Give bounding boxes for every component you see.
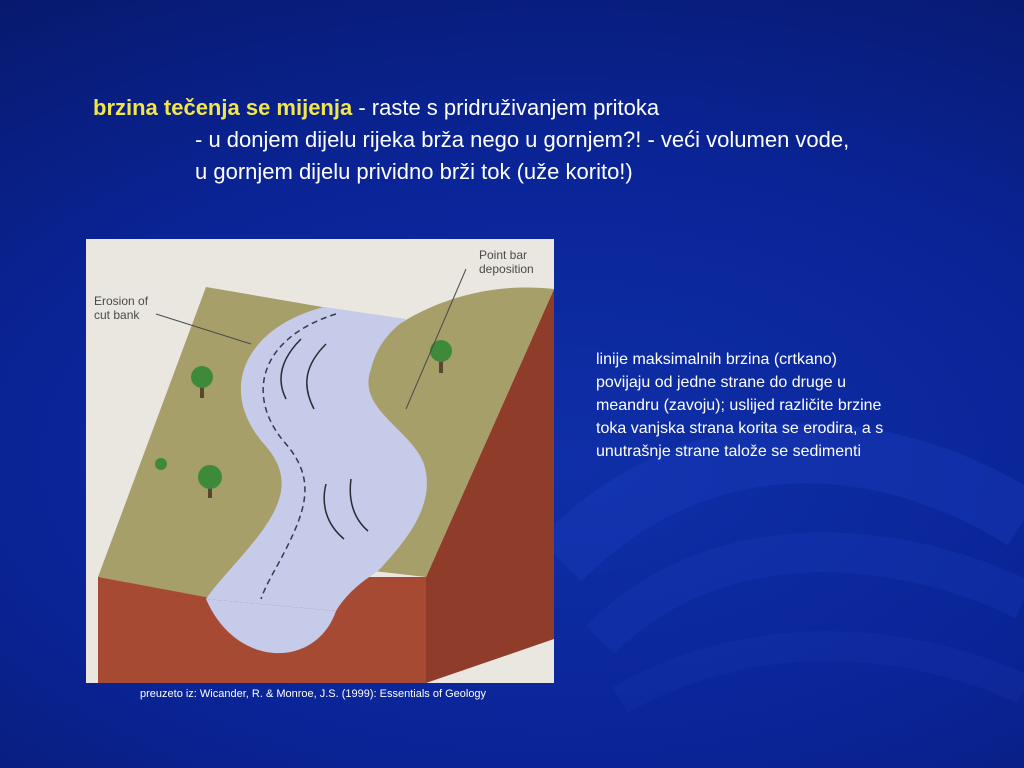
label-deposition: deposition bbox=[479, 262, 534, 276]
heading-subline-1: - u donjem dijelu rijeka brža nego u gornjem?! - veći volumen vode, bbox=[195, 127, 850, 152]
heading-subline-2: u gornjem dijelu prividno brži tok (uže korito!) bbox=[195, 159, 633, 184]
description-line: linije maksimalnih brzina (crtkano) bbox=[596, 351, 837, 368]
slide-heading bbox=[93, 95, 659, 121]
label-point-bar: Point bar bbox=[479, 248, 528, 262]
heading-rest: - raste s pridruživanjem pritoka bbox=[352, 95, 660, 120]
tree-icon bbox=[155, 458, 167, 470]
meander-illustration bbox=[86, 239, 554, 683]
description-line: povijaju od jedne strane do druge u bbox=[596, 374, 846, 391]
label-erosion: Erosion of bbox=[94, 294, 149, 308]
label-cut-bank: cut bank bbox=[94, 308, 140, 322]
description-text bbox=[596, 348, 966, 463]
figure-caption: preuzeto iz: Wicander, R. & Monroe, J.S. (1999): Essentials of Geology bbox=[140, 688, 487, 700]
description-line: meandru (zavoju); uslijed različite brzine bbox=[596, 397, 882, 414]
heading-highlight: brzina tečenja se mijenja bbox=[93, 95, 353, 120]
description-line: unutrašnje strane talože se sedimenti bbox=[596, 443, 862, 460]
meander-block-diagram bbox=[86, 239, 554, 683]
description-line: toka vanjska strana korita se erodira, a s bbox=[596, 420, 884, 437]
